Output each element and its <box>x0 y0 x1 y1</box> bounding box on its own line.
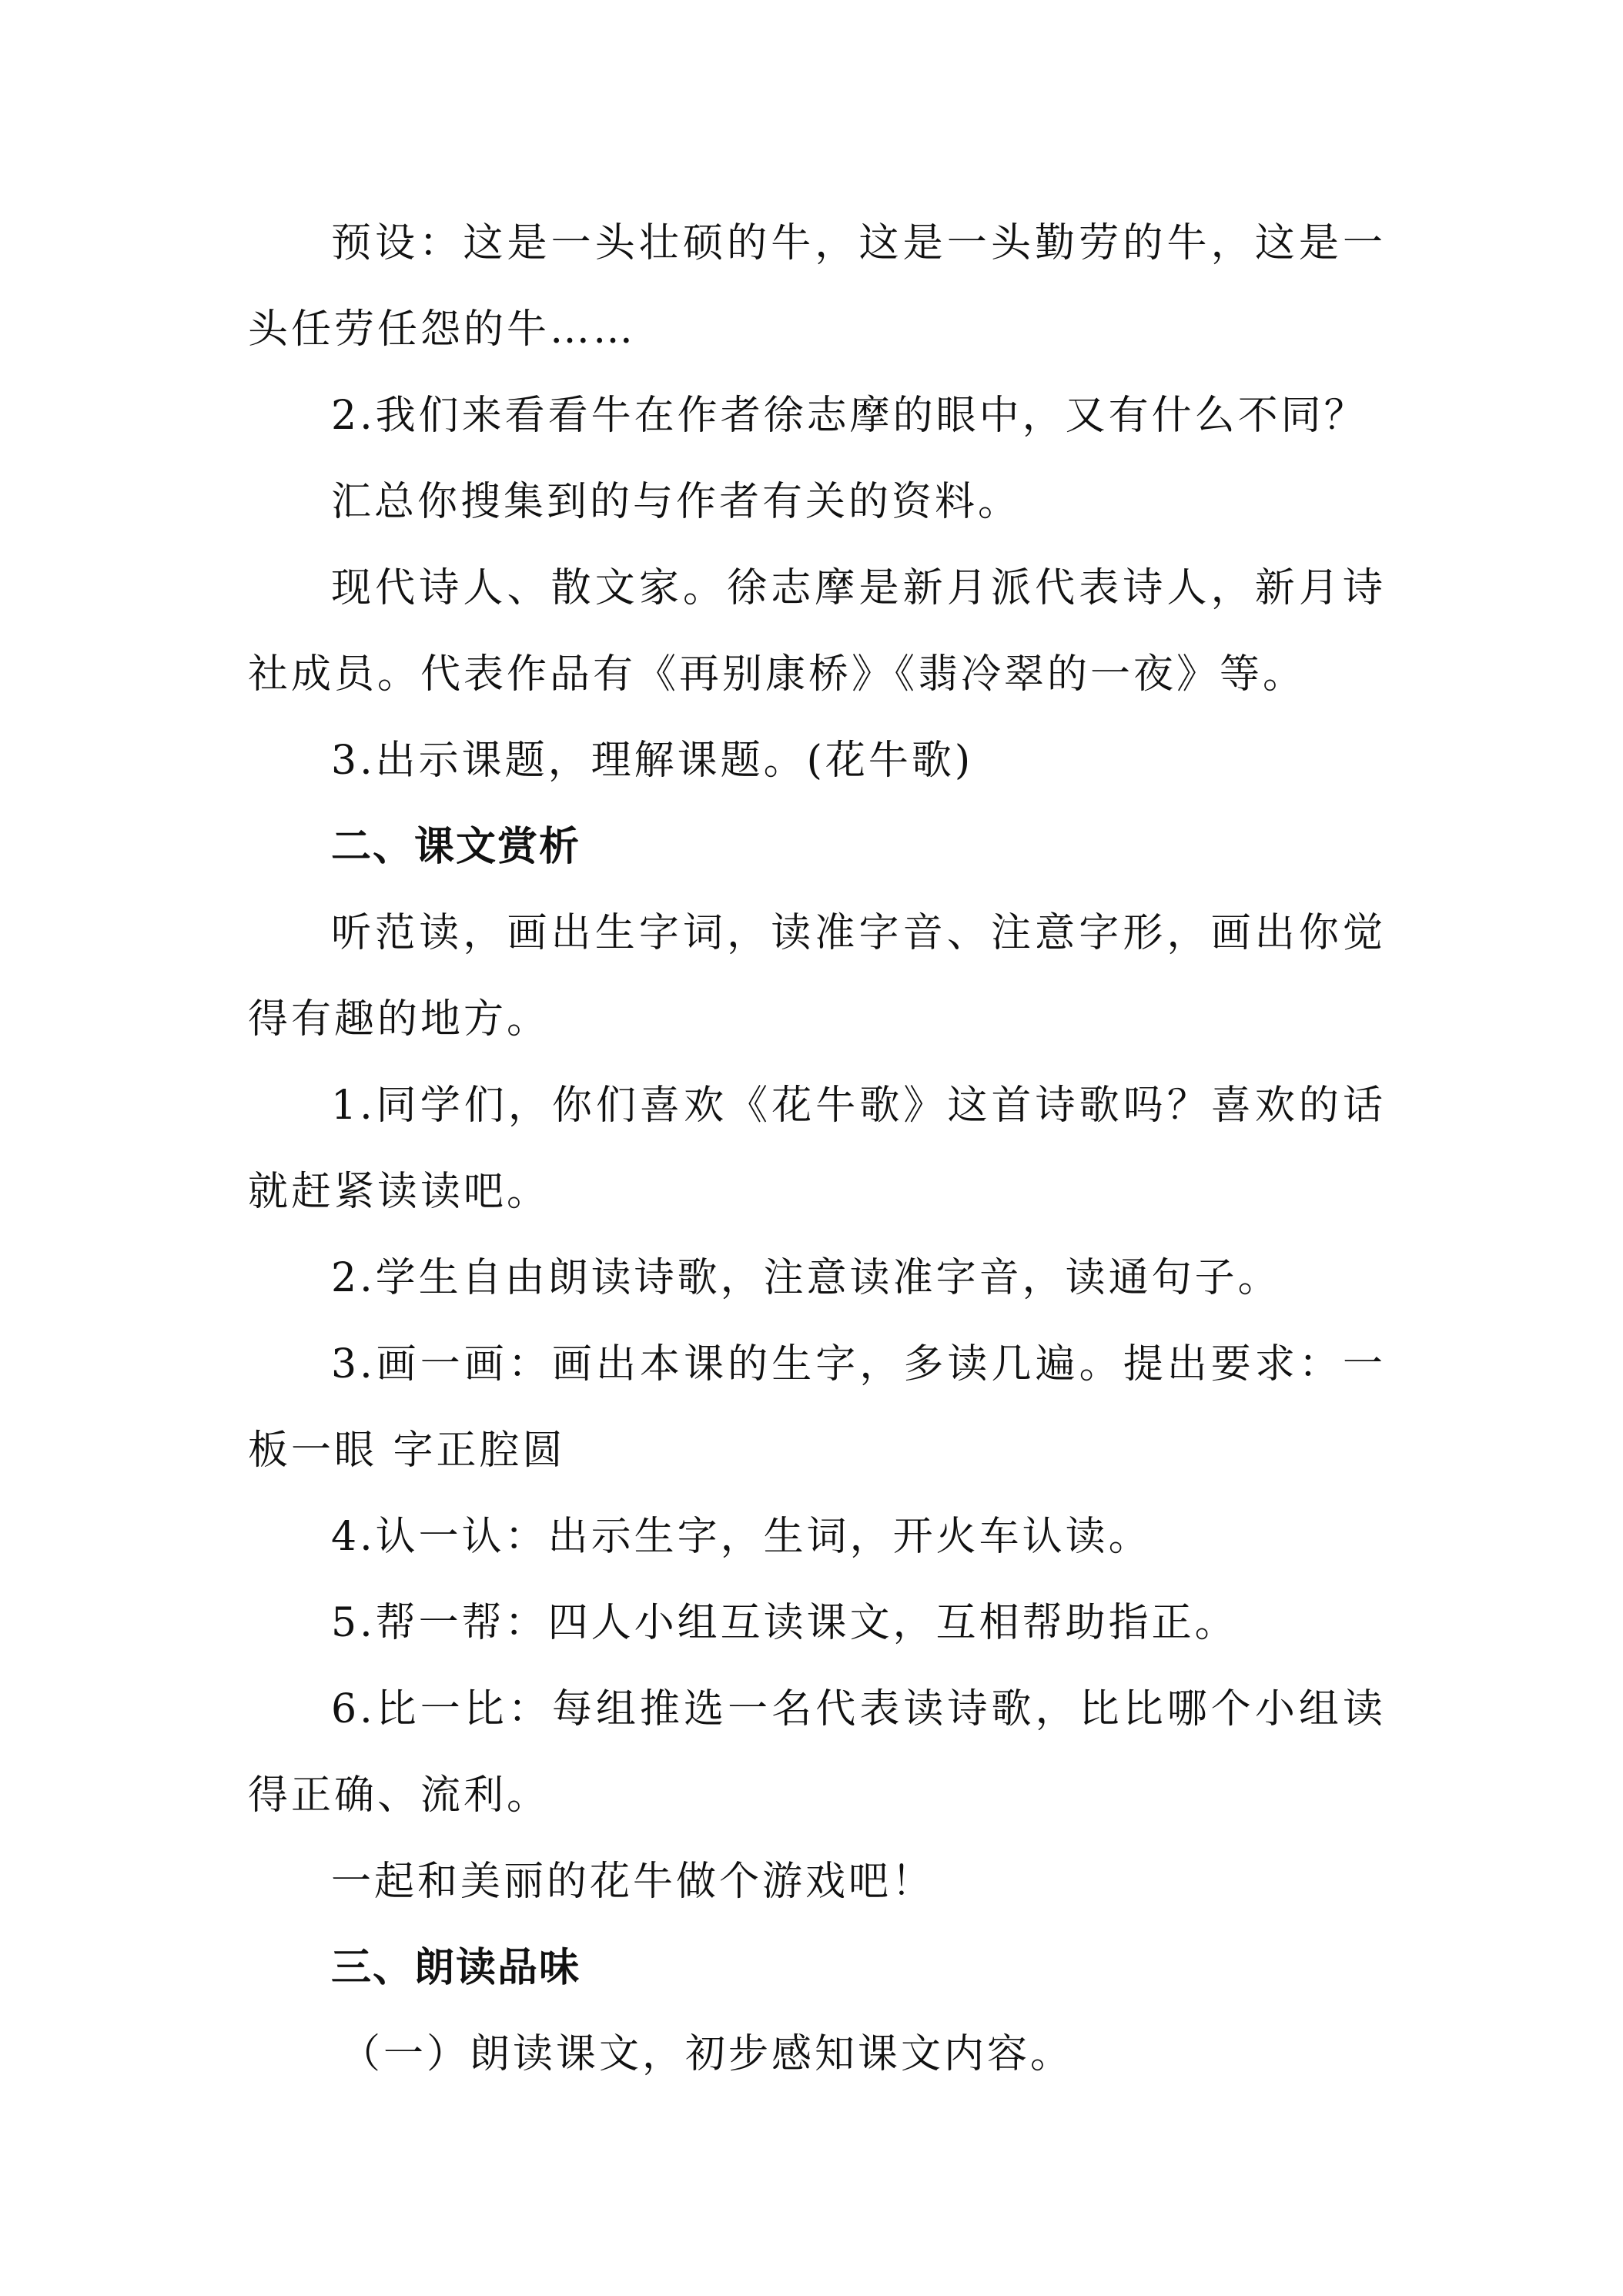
section-heading-text-appreciation: 二、课文赏析 <box>331 824 581 870</box>
paragraph-step-4: 4.认一认：出示生字，生词，开火车认读。 <box>331 1514 1152 1560</box>
paragraph-author-info: 现代诗人、散文家。徐志摩是新月派代表诗人，新月诗社成员。代表作品有《再别康桥》《翡冷翠的一夜》等。 <box>248 565 1386 698</box>
paragraph-subsection-1: （一）朗读课文，初步感知课文内容。 <box>340 2031 1074 2077</box>
paragraph-step-1: 1.同学们，你们喜欢《花牛歌》这首诗歌吗？喜欢的话就赶紧读读吧。 <box>248 1083 1386 1215</box>
paragraph-step-3: 3.画一画：画出本课的生字，多读几遍。提出要求：一板一眼 字正腔圆 <box>248 1341 1386 1474</box>
document-body <box>248 200 1386 2097</box>
paragraph-question-2: 2.我们来看看牛在作者徐志摩的眼中，又有什么不同？ <box>331 393 1367 439</box>
paragraph-listen-reading: 听范读，画出生字词，读准字音、注意字形，画出你觉得有趣的地方。 <box>248 910 1386 1043</box>
section-heading-reading-appreciation: 三、朗读品味 <box>331 1945 581 1991</box>
paragraph-game-intro: 一起和美丽的花牛做个游戏吧！ <box>331 1859 935 1905</box>
paragraph-step-6: 6.比一比：每组推选一名代表读诗歌，比比哪个小组读得正确、流利。 <box>248 1686 1386 1819</box>
paragraph-show-title: 3.出示课题，理解课题。(花牛歌) <box>331 738 974 784</box>
paragraph-preset: 预设：这是一头壮硕的牛，这是一头勤劳的牛，这是一头任劳任怨的牛…… <box>248 220 1386 353</box>
paragraph-summary-instruction: 汇总你搜集到的与作者有关的资料。 <box>331 479 1022 525</box>
paragraph-step-5: 5.帮一帮：四人小组互读课文，互相帮助指正。 <box>331 1600 1238 1646</box>
paragraph-step-2: 2.学生自由朗读诗歌，注意读准字音，读通句子。 <box>331 1255 1281 1301</box>
